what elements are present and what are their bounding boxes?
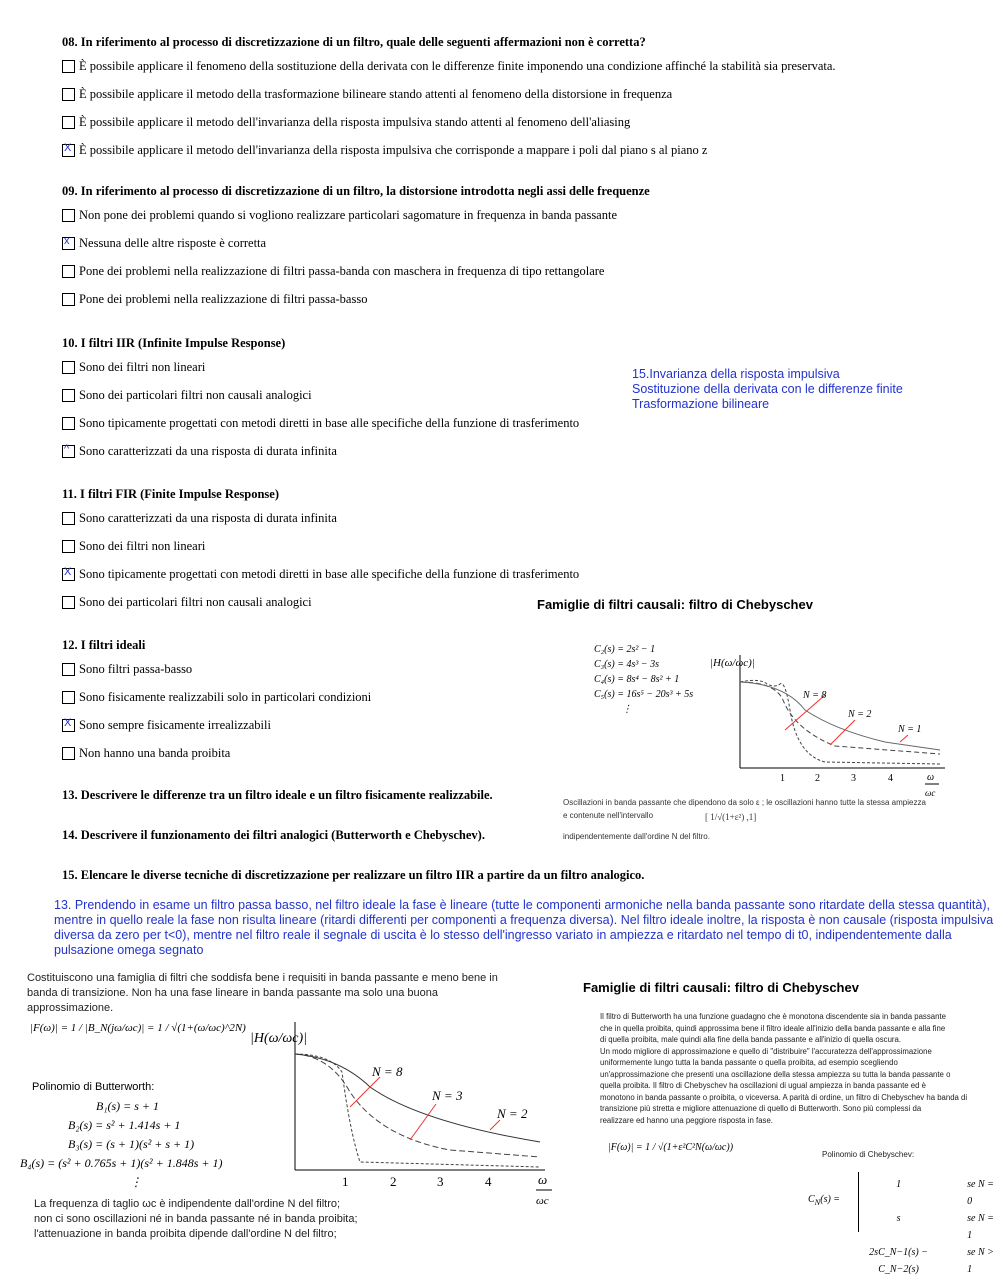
answer-option[interactable] [62, 236, 266, 251]
cheby-caption-1: Oscillazioni in banda passante che dipendono da solo ε ; le oscillazioni hanno tutte la stessa ampiezza [563, 798, 926, 807]
answer-option[interactable] [62, 539, 205, 554]
svg-text:ω: ω [927, 772, 935, 783]
svg-text:2: 2 [390, 1174, 397, 1189]
svg-text:ω: ω [538, 1172, 548, 1187]
svg-text:|H(ω/ωc)|: |H(ω/ωc)| [710, 657, 755, 669]
answer-option[interactable] [62, 567, 579, 582]
answer-option[interactable] [62, 292, 367, 307]
answer-option[interactable] [62, 87, 672, 102]
answer-option[interactable] [62, 388, 312, 403]
svg-text:2: 2 [815, 773, 820, 784]
question-12: 12. I filtri ideali [62, 638, 146, 652]
butter-foot: La frequenza di taglio ωc è indipendente dall'ordine N del filtro; non ci sono oscillazioni né in banda passante né in banda proibita; l'attenuazione in banda proibita dipende dall'ordine N del filtro; [34, 1198, 358, 1240]
answer-checkbox[interactable] [62, 417, 75, 430]
answer-option-text: Pone dei problemi nella realizzazione di filtri passa-banda con maschera in frequenza di tipo rettangolare [79, 264, 605, 278]
answer-checkbox[interactable] [62, 663, 75, 676]
cheby2-text-line: di quella proibita, male quindi alla fine della banda passante e all'inizio di quella oscura. [600, 1035, 901, 1044]
answer-option[interactable] [62, 115, 630, 130]
butter-intro: Costituiscono una famiglia di filtri che soddisfa bene i requisiti in banda passante e meno bene in banda di transizione. Non ha una fase lineare in banda passante ma solo una buona approssimazione. [27, 972, 498, 1014]
answer-checkbox[interactable] [62, 116, 75, 129]
answer-checkbox[interactable] [62, 596, 75, 609]
svg-text:1: 1 [342, 1174, 349, 1189]
cheby2-cases [864, 1176, 1000, 1278]
answer-checkbox[interactable] [62, 747, 75, 760]
answer-checkbox[interactable] [62, 60, 75, 73]
cheby2-text [600, 1011, 967, 1126]
answer-checkbox[interactable] [62, 540, 75, 553]
answer-option-text: Sono caratterizzati da una risposta di durata infinita [79, 511, 337, 525]
cheby2-text-line: un'approssimazione che presenti una oscillazione della stessa ampiezza su tutta la banda passante o [600, 1069, 951, 1079]
answer-option-text: Sono dei filtri non lineari [79, 360, 206, 374]
question-13: 13. Descrivere le differenze tra un filtro ideale e un filtro fisicamente realizzabile. [62, 788, 493, 802]
butter-formula: |F(ω)| = 1 / |B_N(jω/ωc)| = 1 / √(1+(ω/ωc)^2N) [30, 1022, 246, 1034]
cheby2-formula: |F(ω)| = 1 / √(1+ε²C²N(ω/ωc)) [608, 1142, 734, 1153]
answer-option-text: Sono dei particolari filtri non causali analogici [79, 595, 312, 609]
answer-option[interactable] [62, 511, 337, 526]
cheby2-text-line: uniformemente lungo tutta la banda passante o quella proibita, ad esempio scegliendo [600, 1058, 898, 1067]
checkbox-mark: X [64, 566, 72, 578]
question-15: 15. Elencare le diverse tecniche di discretizzazione per realizzare un filtro IIR a partire da un filtro analogico. [62, 868, 645, 882]
svg-text:ωc: ωc [925, 788, 936, 798]
cheby-label-n2: N = 2 [848, 709, 872, 720]
answer-option[interactable] [62, 662, 192, 677]
answer-option-text: Sono tipicamente progettati con metodi diretti in base alle specifiche della funzione di trasferimento [79, 567, 580, 581]
answer-option-text: Sono filtri passa-basso [79, 662, 193, 676]
question-10: 10. I filtri IIR (Infinite Impulse Response) [62, 336, 286, 350]
cheby2-text-line: che in quella proibita, quindi approssima bene il filtro ideale all'inizio della banda passante e alla fine [600, 1023, 946, 1033]
answer-option-text: È possibile applicare il metodo dell'invarianza della risposta impulsiva che corrisponde a mappare i poli dal piano s al piano z [79, 143, 708, 157]
cheby2-cn: $C_N(s)$ = [808, 1194, 841, 1207]
svg-text:ωc: ωc [536, 1195, 549, 1207]
answer-option[interactable] [62, 208, 617, 223]
cheby2-text-line: realizzare ed hanno una peggiore risposta in fase. [600, 1115, 773, 1125]
answer-option-text: Sono caratterizzati da una risposta di durata infinita [79, 444, 337, 458]
answer-checkbox[interactable] [62, 568, 75, 581]
svg-text:3: 3 [437, 1174, 444, 1189]
cheby2-text-line: Il filtro di Butterworth ha una funzione guadagno che è monotona discendente sia in banda passante [600, 1012, 946, 1021]
answer-checkbox[interactable] [62, 293, 75, 306]
answer-checkbox[interactable] [62, 88, 75, 101]
answer-option[interactable] [62, 143, 707, 158]
butter-poly-title: Polinomio di Butterworth: [32, 1081, 155, 1093]
cheby2-text-line: monotono in banda passante o proibita, o viceversa. A parità di ordine, un filtro di Chebyschev ha banda di [600, 1092, 968, 1102]
cheby-response-plot [705, 650, 955, 800]
answer-option[interactable] [62, 59, 836, 74]
answer-option-text: Non hanno una banda proibita [79, 746, 231, 760]
checkbox-mark: x [64, 235, 70, 247]
svg-text:4: 4 [888, 773, 893, 784]
cheby2-title: Famiglie di filtri causali: filtro di Chebyschev [583, 980, 859, 995]
checkbox-mark: ^ [64, 443, 70, 455]
butter-label-n3: N = 3 [432, 1088, 463, 1103]
answer-option-text: È possibile applicare il fenomeno della sostituzione della derivata con le differenze finite imponendo una condizione affinché la stabilità sia preservata. [79, 59, 836, 73]
checkbox-mark: X [64, 142, 72, 154]
question-14: 14. Descrivere il funzionamento dei filtri analogici (Butterworth e Chebyschev). [62, 828, 485, 842]
cheby2-text-line: Un modo migliore di approssimazione e quello di "distribuire" l'accuratezza dell'approssimazione [600, 1046, 932, 1056]
answer-15-note: 15.Invarianza della risposta impulsiva Sostituzione della derivata con le differenze finite Trasformazione bilineare [632, 367, 903, 411]
butter-polynomials: B₁(s) = s + 1 B₂(s) = s² + 1.414s + 1 B₃(s) = (s + 1)(s² + s + 1) B₄(s) = (s² + 0.765s + 1)(s² + 1.848s + 1) ⋮ [20, 1099, 223, 1189]
answer-option[interactable] [62, 690, 371, 705]
cheby-label-n8: N = 8 [803, 690, 827, 701]
cheby2-case-row: 2sC_N−1(s) − C_N−2(s) se N > 1 [869, 1247, 994, 1275]
cheby-interval: [ 1/√(1+ε²) ,1] [705, 812, 757, 822]
answer-checkbox[interactable] [62, 209, 75, 222]
butter-label-n8: N = 8 [372, 1064, 403, 1079]
question-11: 11. I filtri FIR (Finite Impulse Response) [62, 487, 280, 501]
answer-option-text: Non pone dei problemi quando si vogliono realizzare particolari sagomature in frequenza in banda passante [79, 208, 618, 222]
answer-checkbox[interactable] [62, 237, 75, 250]
butter-response-plot [250, 1012, 555, 1207]
question-08: 08. In riferimento al processo di discretizzazione di un filtro, quale delle seguenti affermazioni non è corretta? [62, 35, 646, 49]
cheby-polynomials: C₂(s) = 2s² − 1 C₃(s) = 4s³ − 3s C₄(s) = 8s⁴ − 8s² + 1 C₅(s) = 16s⁵ − 20s³ + 5s ⋮ [594, 644, 694, 715]
answer-option-text: Sono tipicamente progettati con metodi diretti in base alle specifiche della funzione di trasferimento [79, 416, 580, 430]
cheby-label-n1: N = 1 [898, 724, 922, 735]
cheby2-text-line: quella proibita. Il filtro di Chebyschev ha oscillazioni di ugual ampiezza in banda passante ed è [600, 1081, 926, 1090]
answer-option[interactable] [62, 444, 337, 459]
answer-option[interactable] [62, 360, 205, 375]
answer-checkbox[interactable] [62, 445, 75, 458]
answer-option[interactable] [62, 595, 312, 610]
svg-text:1: 1 [780, 773, 785, 784]
butter-label-n2: N = 2 [497, 1106, 528, 1121]
answer-checkbox[interactable] [62, 691, 75, 704]
checkbox-mark: X [64, 717, 72, 729]
answer-option-text: È possibile applicare il metodo dell'invarianza della risposta impulsiva stando attenti al fenomeno dell'aliasing [79, 115, 631, 129]
cheby2-case-row: 1 se N = 0 [896, 1179, 994, 1207]
cheby-figure-title: Famiglie di filtri causali: filtro di Chebyschev [537, 597, 813, 612]
svg-text:3: 3 [851, 773, 856, 784]
answer-option-text: Nessuna delle altre risposte è corretta [79, 236, 267, 250]
answer-checkbox[interactable] [62, 144, 75, 157]
answer-option-text: Pone dei problemi nella realizzazione di filtri passa-basso [79, 292, 368, 306]
cheby2-text-line: transizione più stretta e migliore attenuazione di quello di Butterworth. Sono più complessi da [600, 1104, 922, 1113]
cheby-caption-2: e contenute nell'intervallo [563, 811, 654, 820]
answer-option[interactable] [62, 746, 230, 761]
answer-option-text: È possibile applicare il metodo della trasformazione bilineare stando attenti al fenomeno della distorsione in frequenza [79, 87, 673, 101]
answer-checkbox[interactable] [62, 719, 75, 732]
answer-option[interactable] [62, 416, 579, 431]
answer-option-text: Sono dei particolari filtri non causali analogici [79, 388, 312, 402]
cheby2-poly-title: Polinomio di Chebyschev: [822, 1150, 915, 1159]
answer-option[interactable] [62, 264, 604, 279]
svg-text:|H(ω/ωc)|: |H(ω/ωc)| [250, 1031, 308, 1046]
answer-checkbox[interactable] [62, 265, 75, 278]
cheby2-case-row: s se N = 1 [896, 1213, 994, 1241]
answer-option-text: Sono fisicamente realizzabili solo in particolari condizioni [79, 690, 372, 704]
svg-text:4: 4 [485, 1174, 492, 1189]
cheby-caption-3: indipendentemente dall'ordine N del filtro. [563, 832, 710, 841]
answer-option[interactable] [62, 718, 271, 733]
question-09: 09. In riferimento al processo di discretizzazione di un filtro, la distorsione introdotta negli assi delle frequenze [62, 184, 650, 198]
answer-checkbox[interactable] [62, 512, 75, 525]
answer-checkbox[interactable] [62, 361, 75, 374]
answer-option-text: Sono sempre fisicamente irrealizzabili [79, 718, 271, 732]
answer-13: 13. Prendendo in esame un filtro passa basso, nel filtro ideale la fase è lineare (tutte le componenti armoniche nella banda passante sono ritardate della stessa quantità), mentre in quello reale la fase non risulta lineare (ritardi differenti per componenti a frequenza diversa). Nel filtro ideale inoltre, la risposta è non causale (risposta impulsiva diversa da zero per t<0), mentre nel filtro reale il segnale di uscita è lo stesso dell'ingresso variato in ampiezza e ritardato nel tempo di t0, indipendentemente dalla pulsazione omega segnato [54, 898, 994, 957]
answer-option-text: Sono dei filtri non lineari [79, 539, 206, 553]
answer-checkbox[interactable] [62, 389, 75, 402]
